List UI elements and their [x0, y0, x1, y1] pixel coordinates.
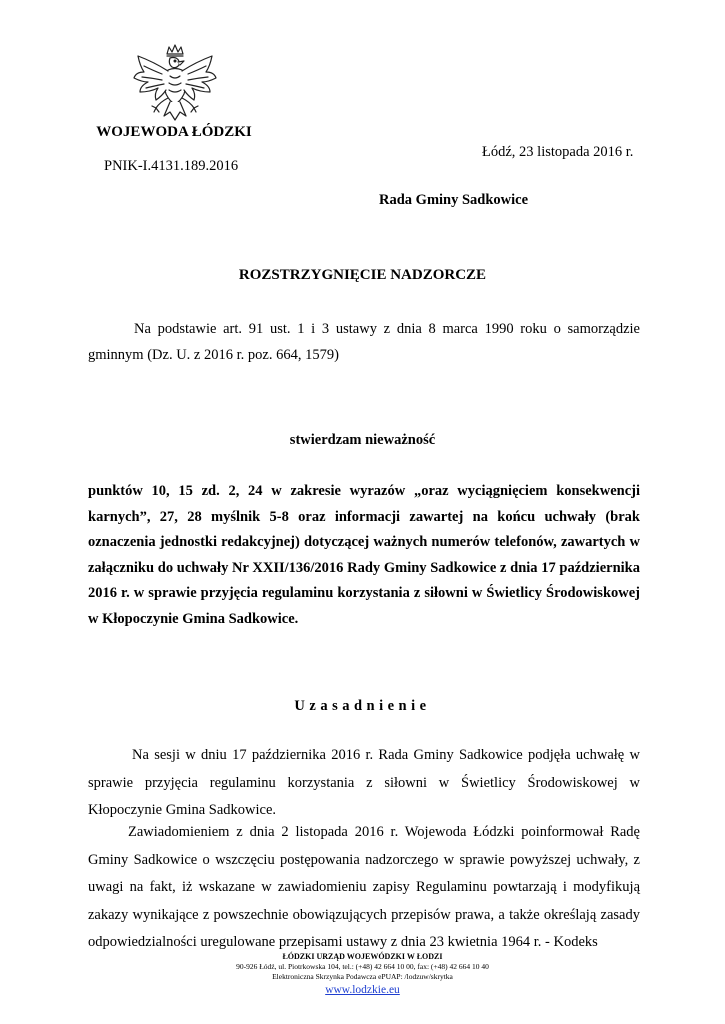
- polish-eagle-emblem-icon: [132, 44, 218, 126]
- case-number: PNIK-I.4131.189.2016: [104, 158, 239, 174]
- justification-heading: Uzasadnienie: [294, 698, 431, 714]
- decision-label: stwierdzam nieważność: [289, 432, 436, 448]
- justification-paragraph-2: Zawiadomieniem z dnia 2 listopada 2016 r. Wojewoda Łódzki poinformował Radę Gminy Sadkowice o wszczęciu postępowania nadzorczego w sprawie powyższej uchwały, z uwagi na fakt, iż wskazane w zawiadomieniu zapisy Regulaminu powtarzają i modyfikują zakazy wynikające z powszechnie obowiązujących przepisów prawa, a także określają zasady odpowiedzialności uregulowane przepisami ustawy z dnia 23 kwietnia 1964 r. - Kodeks: [88, 824, 640, 950]
- addressee: Rada Gminy Sadkowice: [379, 192, 529, 208]
- document-title: ROZSTRZYGNIĘCIE NADZORCZE: [238, 267, 487, 283]
- footer-address: 90-926 Łódź, ul. Piotrkowska 104, tel.: (+48) 42 664 10 00, fax: (+48) 42 664 10 40: [236, 962, 489, 971]
- footer-website-link[interactable]: www.lodzkie.eu: [325, 984, 400, 996]
- place-date: Łódź, 23 listopada 2016 r.: [482, 144, 634, 160]
- office-name: WOJEWODA ŁÓDZKI: [96, 124, 252, 140]
- legal-basis-paragraph: Na podstawie art. 91 ust. 1 i 3 ustawy z dnia 8 marca 1990 roku o samorządzie gminnym (Dz. U. z 2016 r. poz. 664, 1579): [88, 321, 640, 363]
- footer-title: ŁÓDZKI URZĄD WOJEWÓDZKI W ŁODZI: [282, 952, 443, 961]
- footer: [0, 951, 725, 998]
- justification-paragraph-1: Na sesji w dniu 17 października 2016 r. Rada Gminy Sadkowice podjęła uchwałę w sprawie przyjęcia regulaminu korzystania z siłowni w Świetlicy Środowiskowej w Kłopoczynie Gmina Sadkowice.: [88, 747, 640, 818]
- footer-epuap: Elektroniczna Skrzynka Podawcza ePUAP: /lodzuw/skrytka: [272, 972, 453, 981]
- decision-paragraph: punktów 10, 15 zd. 2, 24 w zakresie wyrazów „oraz wyciągnięciem konsekwencji karnych”, 27, 28 myślnik 5-8 oraz informacji zawartej na końcu uchwały (brak oznaczenia jednostki redakcyjnej) dotyczącej ważnych numerów telefonów, zawartych w załączniku do uchwały Nr XXII/136/2016 Rady Gminy Sadkowice z dnia 17 października 2016 r. w sprawie przyjęcia regulaminu korzystania z siłowni w Świetlicy Środowiskowej w Kłopoczynie Gmina Sadkowice.: [88, 483, 640, 627]
